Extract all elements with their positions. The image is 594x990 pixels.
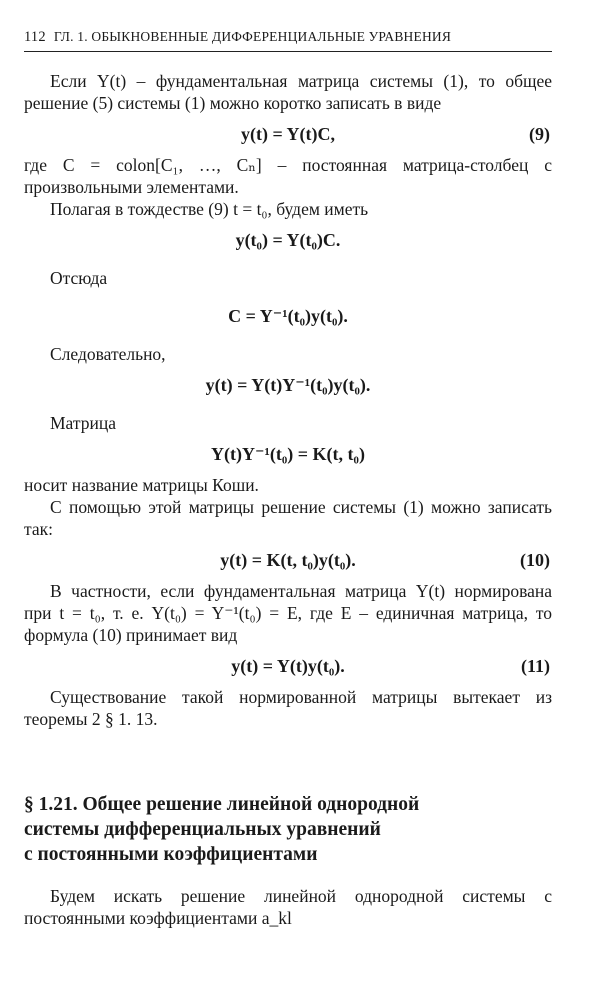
equation-general — [24, 372, 552, 398]
equation-9-number: (9) — [529, 124, 550, 144]
paragraph-substitution: Полагая в тождестве (9) t = t₀, будем иметь — [50, 199, 369, 219]
equation-10-formula: y(t) = K(t, t₀)y(t₀). — [220, 550, 356, 570]
paragraph-consequently: Следовательно, — [50, 344, 166, 364]
page-header — [24, 26, 552, 52]
equation-11-formula: y(t) = Y(t)y(t₀). — [231, 656, 345, 676]
paragraph-fundamental-matrix: Если Y(t) – фундаментальная матрица системы (1), то общее решение (5) системы (1) можно коротко записать в виде — [24, 71, 552, 113]
section-heading-line-2: системы дифференциальных уравнений — [24, 819, 381, 840]
paragraph-cauchy-name: носит название матрицы Коши. — [24, 475, 259, 495]
equation-10 — [24, 547, 552, 573]
paragraph-section-intro: Будем искать решение линейной однородной системы с постоянными коэффициентами a_kl — [24, 886, 552, 928]
equation-c — [24, 303, 552, 329]
equation-9 — [24, 121, 552, 147]
equation-9-formula: y(t) = Y(t)C, — [240, 124, 336, 144]
equation-c-formula: C = Y⁻¹(t₀)y(t₀). — [228, 306, 348, 326]
running-title: ГЛ. 1. ОБЫКНОВЕННЫЕ ДИФФЕРЕНЦИАЛЬНЫЕ УРАВНЕНИЯ — [53, 29, 452, 44]
paragraph-hence: Отсюда — [50, 268, 108, 288]
equation-11 — [24, 653, 552, 679]
equation-y-t0-formula: y(t₀) = Y(t₀)C. — [235, 230, 341, 250]
equation-11-number: (11) — [521, 656, 550, 676]
page-number: 112 — [24, 29, 46, 45]
equation-cauchy-formula: Y(t)Y⁻¹(t₀) = K(t, t₀) — [211, 444, 365, 464]
equation-y-t0 — [24, 227, 552, 253]
paragraph-existence: Существование такой нормированной матрицы вытекает из теоремы 2 § 1. 13. — [24, 687, 552, 729]
paragraph-normalized: В частности, если фундаментальная матрица Y(t) нормирована при t = t₀, т. е. Y(t₀) = Y⁻¹(t₀) = E, где E – единичная матрица, то формула (10) принимает вид — [24, 581, 552, 645]
section-heading-line-3: с постоянными коэффициентами — [24, 844, 318, 865]
section-heading-line-1: § 1.21. Общее решение линейной однородной — [24, 794, 420, 815]
section-heading — [24, 792, 552, 867]
equation-general-formula: y(t) = Y(t)Y⁻¹(t₀)y(t₀). — [205, 375, 371, 395]
paragraph-constant-column: где C = colon[C₁, …, Cₙ] – постоянная матрица-столбец с произвольными элементами. — [24, 155, 552, 197]
equation-10-number: (10) — [520, 550, 550, 570]
paragraph-solution-form: С помощью этой матрицы решение системы (1) можно записать так: — [24, 497, 552, 539]
equation-cauchy — [24, 441, 552, 467]
paragraph-matrix: Матрица — [50, 413, 116, 433]
book-page — [24, 26, 552, 929]
